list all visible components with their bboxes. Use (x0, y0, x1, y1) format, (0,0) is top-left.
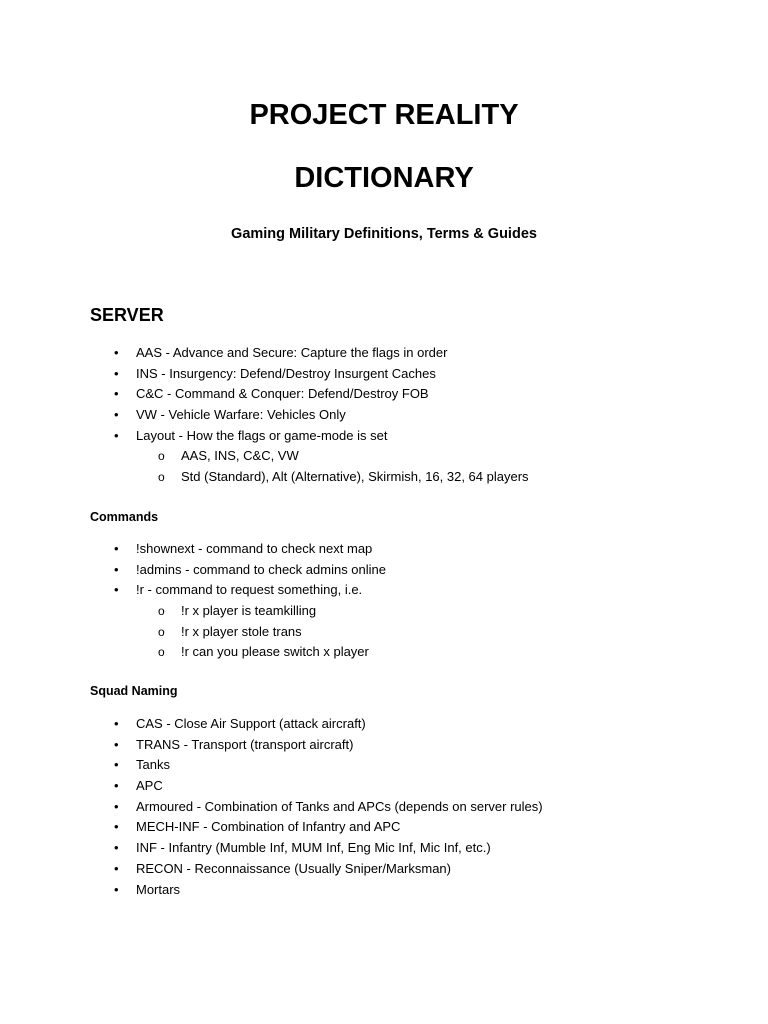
document-subtitle: Gaming Military Definitions, Terms & Guides (231, 226, 537, 242)
server-item-aas (0, 343, 768, 364)
squad-item (0, 714, 768, 735)
bullet-icon: • (114, 798, 119, 814)
server-item-text: AAS - Advance and Secure: Capture the flags in order (136, 345, 448, 360)
sub-bullet-icon: o (158, 470, 165, 485)
layout-subitem-text: AAS, INS, C&C, VW (181, 448, 299, 464)
request-subitem-text: !r can you please switch x player (181, 644, 369, 660)
squad-item (0, 838, 768, 859)
squad-item-text: MECH-INF - Combination of Infantry and APC (136, 819, 401, 835)
squad-item-text: INF - Infantry (Mumble Inf, MUM Inf, Eng Mic Inf, Mic Inf, etc.) (136, 840, 491, 856)
squad-item-text: APC (136, 778, 163, 794)
bullet-icon: • (114, 541, 119, 556)
layout-subitem (0, 446, 768, 467)
server-item-text: Layout - How the flags or game-mode is set (136, 427, 388, 443)
squad-item-text: Armoured - Combination of Tanks and APCs (depends on server rules) (136, 798, 543, 814)
commands-list (0, 539, 768, 663)
sub-bullet-icon: o (158, 624, 165, 639)
commands-heading: Commands (90, 510, 159, 524)
bullet-icon: • (114, 561, 119, 577)
command-item (0, 580, 768, 601)
squad-item (0, 755, 768, 776)
squad-item (0, 735, 768, 756)
request-subitem (0, 642, 768, 663)
squad-item-text: Mortars (136, 881, 181, 897)
squad-naming-heading: Squad Naming (90, 684, 178, 698)
layout-subitem-text: Std (Standard), Alt (Alternative), Skirmish, 16, 32, 64 players (181, 469, 529, 485)
squad-item-text: Tanks (136, 757, 170, 773)
server-item-ins (0, 364, 768, 385)
bullet-icon: • (114, 860, 119, 876)
bullet-icon: • (114, 582, 119, 598)
document-title-line-2: DICTIONARY (294, 162, 474, 194)
command-item-text: !r - command to request something, i.e. (136, 582, 363, 598)
squad-item (0, 880, 768, 901)
squad-item (0, 859, 768, 880)
bullet-icon: • (114, 881, 119, 897)
squad-item (0, 776, 768, 797)
bullet-icon: • (114, 716, 119, 731)
bullet-icon: • (114, 840, 119, 856)
server-item-text: INS - Insurgency: Defend/Destroy Insurgent Caches (136, 365, 436, 381)
bullet-icon: • (114, 386, 119, 402)
squad-item (0, 797, 768, 818)
bullet-icon: • (114, 778, 119, 794)
sub-bullet-icon: o (158, 645, 165, 660)
squad-item-text: RECON - Reconnaissance (Usually Sniper/Marksman) (136, 860, 451, 876)
bullet-icon: • (114, 736, 119, 752)
bullet-icon: • (114, 427, 119, 443)
server-section-heading: SERVER (90, 305, 164, 325)
server-list (0, 343, 768, 488)
command-item (0, 539, 768, 560)
bullet-icon: • (114, 407, 119, 423)
server-item-vw (0, 405, 768, 426)
request-subitem (0, 601, 768, 622)
command-item (0, 560, 768, 581)
request-subitem (0, 622, 768, 643)
bullet-icon: • (114, 819, 119, 835)
squad-item-text: CAS - Close Air Support (attack aircraft) (136, 716, 366, 731)
request-subitem-text: !r x player stole trans (181, 623, 302, 639)
server-item-layout (0, 426, 768, 447)
sub-bullet-icon: o (158, 449, 165, 464)
sub-bullet-icon: o (158, 604, 165, 619)
bullet-icon: • (114, 345, 119, 360)
server-item-cnc (0, 384, 768, 405)
request-subitem-text: !r x player is teamkilling (181, 603, 317, 619)
command-item-text: !shownext - command to check next map (136, 541, 373, 556)
document-title-line-1: PROJECT REALITY (249, 99, 519, 131)
squad-item-text: TRANS - Transport (transport aircraft) (136, 736, 354, 752)
bullet-icon: • (114, 757, 119, 773)
bullet-icon: • (114, 365, 119, 381)
server-item-text: C&C - Command & Conquer: Defend/Destroy FOB (136, 386, 429, 402)
command-item-text: !admins - command to check admins online (136, 561, 387, 577)
layout-subitem (0, 467, 768, 488)
server-item-text: VW - Vehicle Warfare: Vehicles Only (136, 407, 346, 423)
squad-naming-list (0, 714, 768, 900)
squad-item (0, 817, 768, 838)
